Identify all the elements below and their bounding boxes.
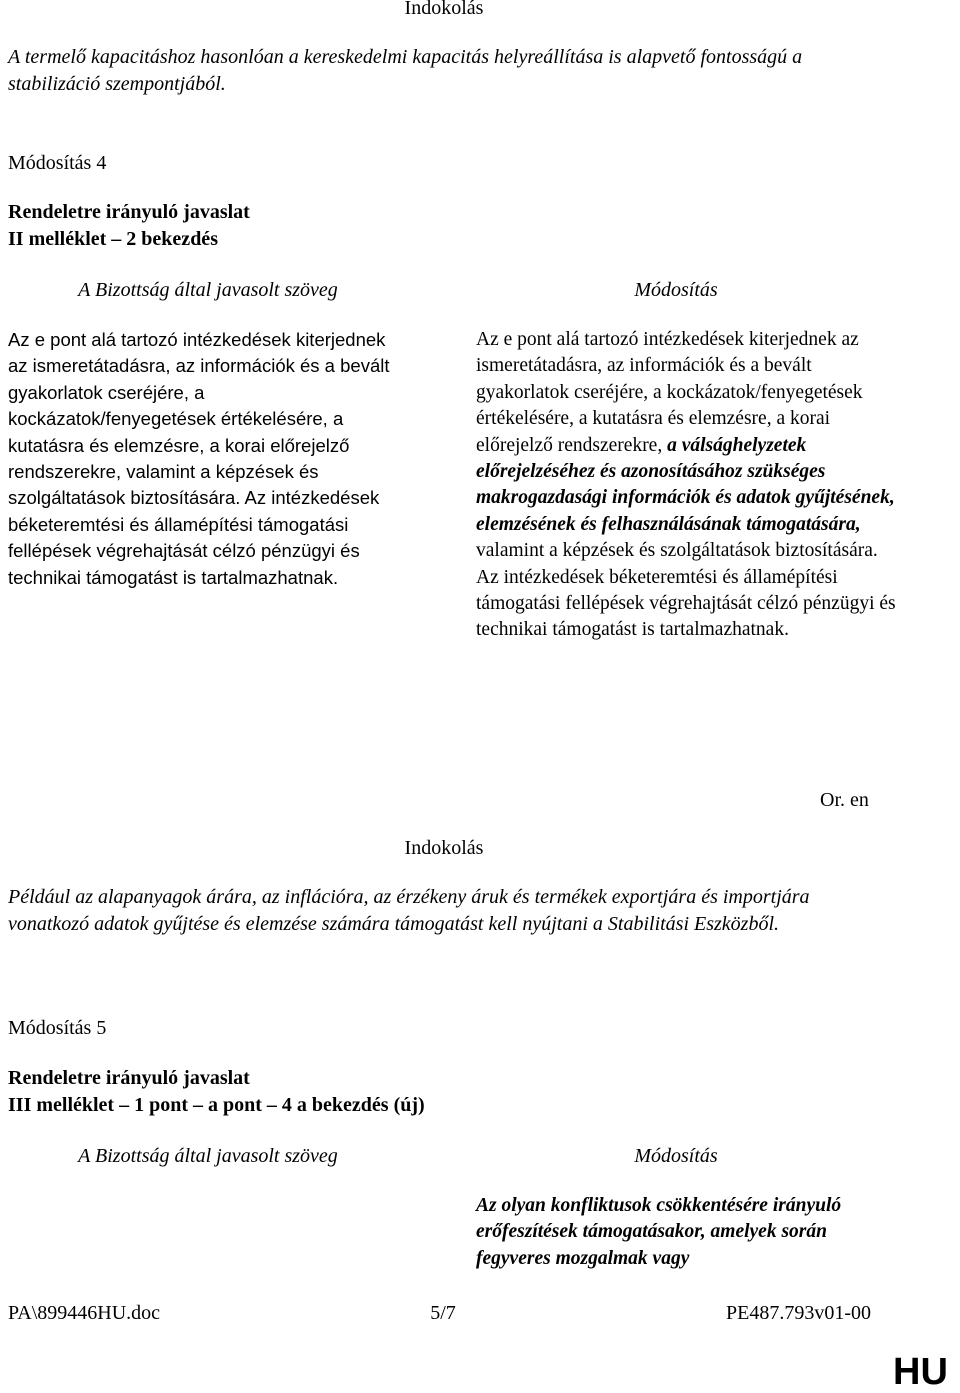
footer-doc-code: PE487.793v01-00 xyxy=(726,1302,871,1324)
right-text-bold-insert: a válsághelyzetek előrejelzéséhez és azonosításához szükséges makrogazdasági információk és adatok gyűjtésének, elemzésének és felhasználásának támogatására, xyxy=(476,434,895,535)
amendment-4-number: Módosítás 4 xyxy=(8,152,107,174)
amendment-4-ref-line1: Rendeletre irányuló javaslat xyxy=(8,201,250,223)
amendment-4-ref-line2: II melléklet – 2 bekezdés xyxy=(8,228,218,250)
footer-page-number: 5/7 xyxy=(430,1302,456,1324)
amendment-4-right-text xyxy=(476,327,896,644)
justification-text-2: Például az alapanyagok árára, az inflációra, az érzékeny áruk és termékek exportjára és importjára vonatkozó adatok gyűjtése és elemzése számára támogatást kell nyújtani a Stabilitási Eszközből. xyxy=(8,886,810,935)
amendment-5-right-header: Módosítás xyxy=(634,1145,718,1167)
amendment-5-number: Módosítás 5 xyxy=(8,1017,107,1039)
amendment-4-right-header: Módosítás xyxy=(634,279,718,301)
amendment-4-left-header: A Bizottság által javasolt szöveg xyxy=(78,279,338,301)
amendment-5-ref-line2: III melléklet – 1 pont – a pont – 4 a bekezdés (új) xyxy=(8,1094,425,1116)
original-language: Or. en xyxy=(820,789,869,811)
right-text-part2: valamint a képzések és szolgáltatások biztosítására. Az intézkedések béketeremtési és államépítési támogatási fellépések végrehajtását célzó pénzügyi és technikai támogatást is tartalmazhatnak. xyxy=(476,540,896,641)
justification-heading-1: Indokolás xyxy=(404,0,484,19)
justification-text-1: A termelő kapacitáshoz hasonlóan a kereskedelmi kapacitás helyreállítása is alapvető fontosságú a stabilizáció szempontjából. xyxy=(8,46,803,95)
amendment-4-left-text: Az e pont alá tartozó intézkedések kiterjednek az ismeretátadásra, az információk és a bevált gyakorlatok cseréjére, a kockázatok/fenyegetések értékelésére, a kutatásra és elemzésre, a korai előrejelző rendszerekre, valamint a képzések és szolgáltatások biztosítására. Az intézkedések béketeremtési és államépítési támogatási fellépések végrehajtását célzó pénzügyi és technikai támogatást is tartalmazhatnak. xyxy=(8,329,390,588)
footer-doc-ref: PA\899446HU.doc xyxy=(8,1302,161,1324)
right-text-part1: Az e pont alá tartozó intézkedések kiterjednek az ismeretátadásra, az információk és a bevált gyakorlatok cseréjére, a kockázatok/fenyegetések értékelésére, a kutatásra és elemzésre, a korai előrejelző rendszerekre, xyxy=(476,329,863,456)
justification-heading-2: Indokolás xyxy=(404,837,484,859)
amendment-5-ref-line1: Rendeletre irányuló javaslat xyxy=(8,1067,250,1089)
amendment-5-right-text: Az olyan konfliktusok csökkentésére irányuló erőfeszítések támogatásakor, amelyek során fegyveres mozgalmak vagy xyxy=(476,1195,842,1269)
footer-language-code: HU xyxy=(893,1351,948,1393)
amendment-5-left-header: A Bizottság által javasolt szöveg xyxy=(78,1145,338,1167)
